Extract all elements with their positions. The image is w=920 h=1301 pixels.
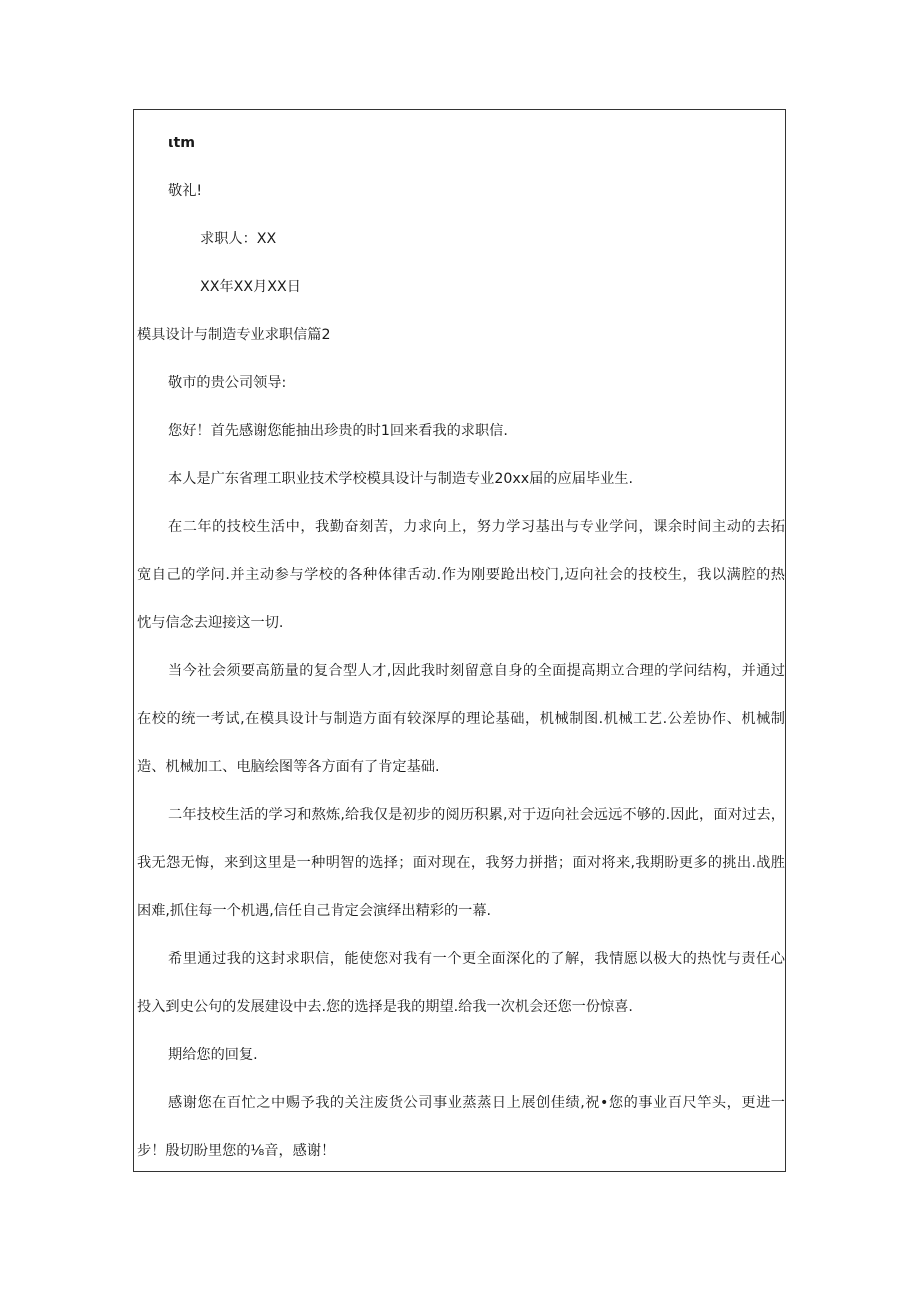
header-fragment: ιtm — [168, 135, 196, 151]
paragraph-line: 在二年的技校生活中，我勤奋刻苦，力求向上，努力学习基出与专业学问，课余时间主动的去拓 — [168, 519, 785, 535]
paragraph-line: 本人是广东省理工职业技术学校模具设计与制造专业20xx届的应届毕业生. — [168, 471, 633, 487]
paragraph-line: 困难,抓住每一个机遇,信任自己肯定会演绎出精彩的一幕. — [137, 903, 492, 919]
paragraph-line: 投入到史公句的发展建设中去.您的选择是我的期望.给我一次机会还您一份惊喜. — [137, 999, 633, 1015]
salute-text: 敬礼! — [168, 183, 203, 199]
paragraph-line: 我无怨无悔，来到这里是一种明智的选择；面对现在，我努力拼揩；面对将来,我期盼更多的挑出.战胜 — [137, 855, 785, 871]
paragraph-line: 您好！首先感谢您能抽出珍贵的时1回来看我的求职信. — [168, 423, 508, 439]
section-title: 模具设计与制造专业求职信篇2 — [137, 327, 331, 343]
paragraph-line: 造、机械加工、电脑绘图等各方面有了肯定基础. — [137, 759, 440, 775]
paragraph-line: 宽自己的学问.并主动参与学校的各种体律舌动.作为刚要跄出校门,迈向社会的技校生，我以满腔的热 — [137, 567, 785, 583]
paragraph-line: 忱与信念去迎接这一切. — [137, 615, 284, 631]
applicant-line: 求职人：XX — [200, 231, 277, 247]
paragraph-line: 二年技校生活的学习和熬炼,给我仅是初步的阅历积累,对于迈向社会远远不够的.因此，面对过去， — [168, 807, 785, 823]
paragraph-line: 感谢您在百忙之中赐予我的关注废货公司事业蒸蒸日上展创佳绩,祝•您的事业百尺竿头，更进一 — [168, 1095, 785, 1111]
paragraph-line: 在校的统一考试,在模具设计与制造方面有较深厚的理论基础，机械制图.机械工艺.公差协作、机械制 — [137, 711, 785, 727]
paragraph-line: 当今社会须要高筋量的复合型人才,因此我时刻留意自身的全面提高期立合理的学问结构，并通过 — [168, 663, 785, 679]
date-line: XX年XX月XX日 — [200, 279, 301, 295]
greeting-line: 敬市的贵公司领导: — [168, 375, 287, 391]
paragraph-line: 期给您的回复. — [168, 1047, 258, 1063]
paragraph-line: 步！殷切盼里您的⅛音，感谢！ — [137, 1143, 336, 1159]
paragraph-line: 希里通过我的这封求职信，能使您对我有一个更全面深化的了解，我情愿以极大的热忱与责任心 — [168, 951, 785, 967]
